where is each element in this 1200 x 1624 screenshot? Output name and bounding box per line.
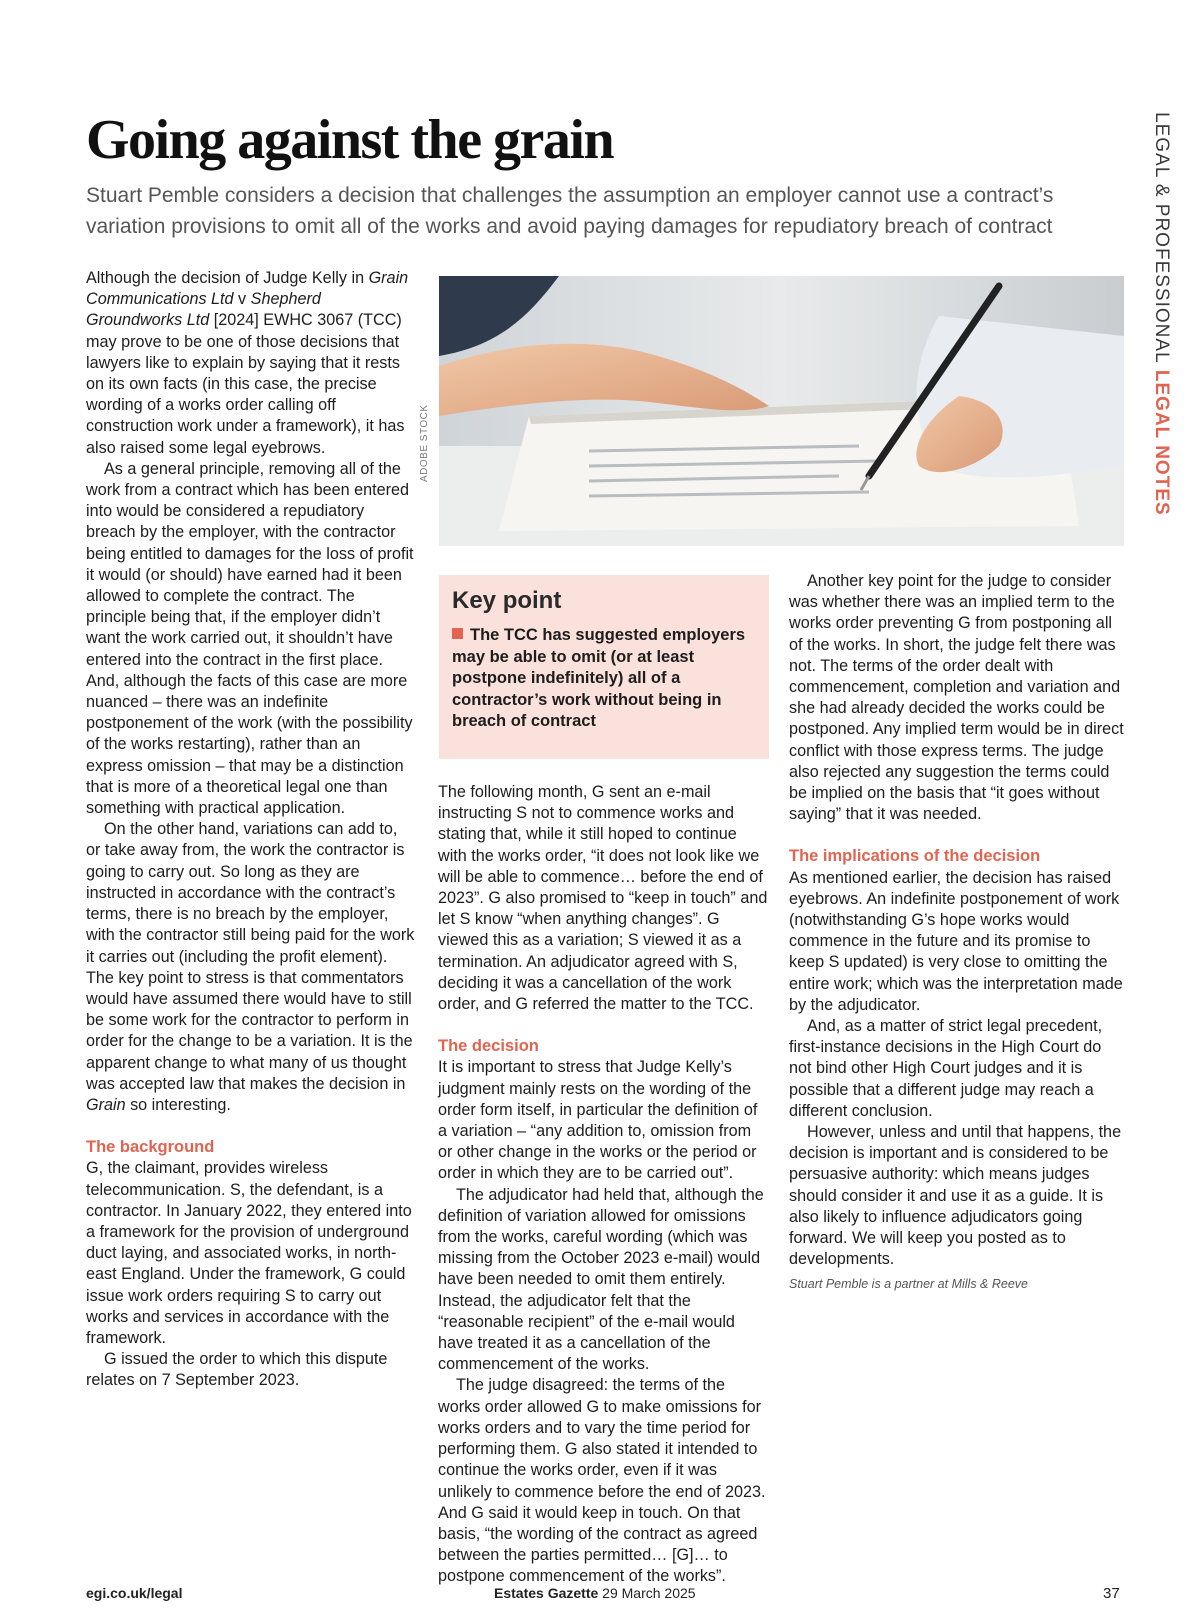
- key-point-box: [439, 575, 769, 759]
- paragraph: On the other hand, variations can add to, or take away from, the work the contractor is going to carry out. So long as they are instructed in accordance with the contract’s terms, there is no breach by the employer, with the contractor still being paid for the work it carries out (including the profit element). The key point to stress is that commentators would have assumed there would have to still be some work for the contractor to perform in order for the change to be a variation. It is the apparent change to what many of us thought was accepted law that makes the decision in Grain so interesting.: [86, 820, 415, 1114]
- heading-decision: The decision: [438, 1037, 539, 1056]
- paragraph: Another key point for the judge to consider was whether there was an implied term to the works order preventing G from postponing all of the works. In short, the judge felt there was not. The terms of the order dealt with commencement, completion and variation and she had already decided the works could be postponed. Any implied term would be in direct conflict with those express terms. The judge also rejected any suggestion the terms could be implied on the basis that “it goes without saying” that it was needed.: [789, 572, 1124, 824]
- column-1: [86, 268, 416, 1392]
- article-photo: [439, 276, 1124, 546]
- author-byline: Stuart Pemble is a partner at Mills & Reeve: [789, 1276, 1028, 1291]
- key-point-title: Key point: [452, 587, 562, 614]
- case-name-shepherd: Shepherd Groundworks Ltd: [86, 290, 321, 330]
- heading-background: The background: [86, 1138, 215, 1157]
- paragraph-intro: Although the decision of Judge Kelly in Grain Communications Ltd v Shepherd Groundworks Ltd [2024] EWHC 3067 (TCC) may prove to be one of those decisions that lawyers like to explain by saying that it rests on its own facts (in this case, the precise wording of a works order calling off construction work under a framework), it has also raised some legal eyebrows.: [86, 269, 409, 457]
- page-title: Going against the grain: [86, 109, 614, 171]
- paragraph: G issued the order to which this dispute relates on 7 September 2023.: [86, 1350, 388, 1390]
- paragraph: The following month, G sent an e-mail instructing S not to commence works and stating that, while it still hoped to continue with the works order, “it does not look like we will be able to commence… before the end of 2023”. G also promised to “keep in touch” and let S know “when anything changes”. G viewed this as a variation; S viewed it as a termination. An adjudicator agreed with S, deciding it was a cancellation of the work order, and G referred the matter to the TCC.: [438, 783, 768, 1014]
- heading-implications: The implications of the decision: [789, 847, 1041, 866]
- paragraph: And, as a matter of strict legal precedent, first-instance decisions in the High Court do not bind other High Court judges and it is possible that a different judge may reach a different conclusion.: [789, 1017, 1103, 1120]
- paragraph: As mentioned earlier, the decision has raised eyebrows. An indefinite postponement of work (notwithstanding G’s hope works would commence in the future and its promise to keep S updated) is very close to omitting the entire work; which was the interpretation made by the adjudicator.: [789, 868, 1123, 1014]
- section-label-main: LEGAL & PROFESSIONAL: [1151, 112, 1172, 364]
- column-3: [789, 571, 1125, 1295]
- signing-contract-illustration: [439, 276, 1124, 546]
- paragraph: The judge disagreed: the terms of the works order allowed G to make omissions for works orders and to vary the time period for performing them. G also stated it intended to continue the works order, even if it was unlikely to commence before the end of 2023. And G said it would keep in touch. On that basis, “the wording of the contract as agreed between the parties permitted… [G]… to postpone commencement of the works”.: [438, 1376, 766, 1586]
- standfirst: Stuart Pemble considers a decision that challenges the assumption an employer cannot use a contract’s variation provisions to omit all of the works and avoid paying damages for repudiatory breach of contract: [86, 184, 1054, 238]
- photo-credit: ADOBE STOCK: [419, 404, 430, 482]
- column-2: [438, 782, 768, 1588]
- paragraph: However, unless and until that happens, the decision is important and is considered to be persuasive authority: which means judges should consider it and use it as a guide. It is also likely to influence adjudicators going forward. We will keep you posted as to developments.: [789, 1123, 1122, 1269]
- paragraph: As a general principle, removing all of the work from a contract which has been entered into would be considered a repudiatory breach by the employer, with the contractor being entitled to damages for the loss of profit it would (or should) have earned had it been allowed to complete the contract. The principle being that, if the employer didn’t want the work carried out, it shouldn’t have entered into the contract in the first place. And, although the facts of this case are more nuanced – there was an indefinite postponement of the work (with the possibility of the works restarting), rather than an express omission – that may be a distinction that is more of a theoretical legal one than something with practical application.: [86, 459, 414, 818]
- bullet-square-icon: [452, 628, 463, 639]
- paragraph: G, the claimant, provides wireless telecommunication. S, the defendant, is a contractor. In January 2022, they entered into a framework for the provision of underground duct laying, and associated works, in north-east England. Under the framework, G could issue work orders requiring S to carry out works and services in accordance with the framework.: [86, 1159, 412, 1347]
- footer-publication: Estates Gazette 29 March 2025: [494, 1585, 696, 1601]
- case-name-grain: Grain Communications Ltd: [86, 269, 409, 309]
- paragraph: The adjudicator had held that, although the definition of variation allowed for omissions from the works, careful wording (which was missing from the October 2023 e-mail) would have been needed to omit them entirely. Instead, the adjudicator felt that the “reasonable recipient” of the e-mail would have treated it as a cancellation of the commencement of the works.: [438, 1185, 764, 1374]
- footer-url[interactable]: egi.co.uk/legal: [86, 1585, 183, 1601]
- page-number: 37: [1103, 1585, 1120, 1602]
- section-label-accent: LEGAL NOTES: [1151, 369, 1172, 516]
- case-short-grain: Grain: [86, 1095, 126, 1114]
- key-point-text: The TCC has suggested employers may be able to omit (or at least postpone indefinitely) all of a contractor’s work without being in breach of contract: [452, 626, 746, 730]
- paragraph: It is important to stress that Judge Kelly’s judgment mainly rests on the wording of the order form itself, in particular the definition of a variation – “any addition to, omission from or other change in the works or the period or order in which they are to be carried out”.: [438, 1058, 758, 1183]
- section-label: [1150, 112, 1172, 516]
